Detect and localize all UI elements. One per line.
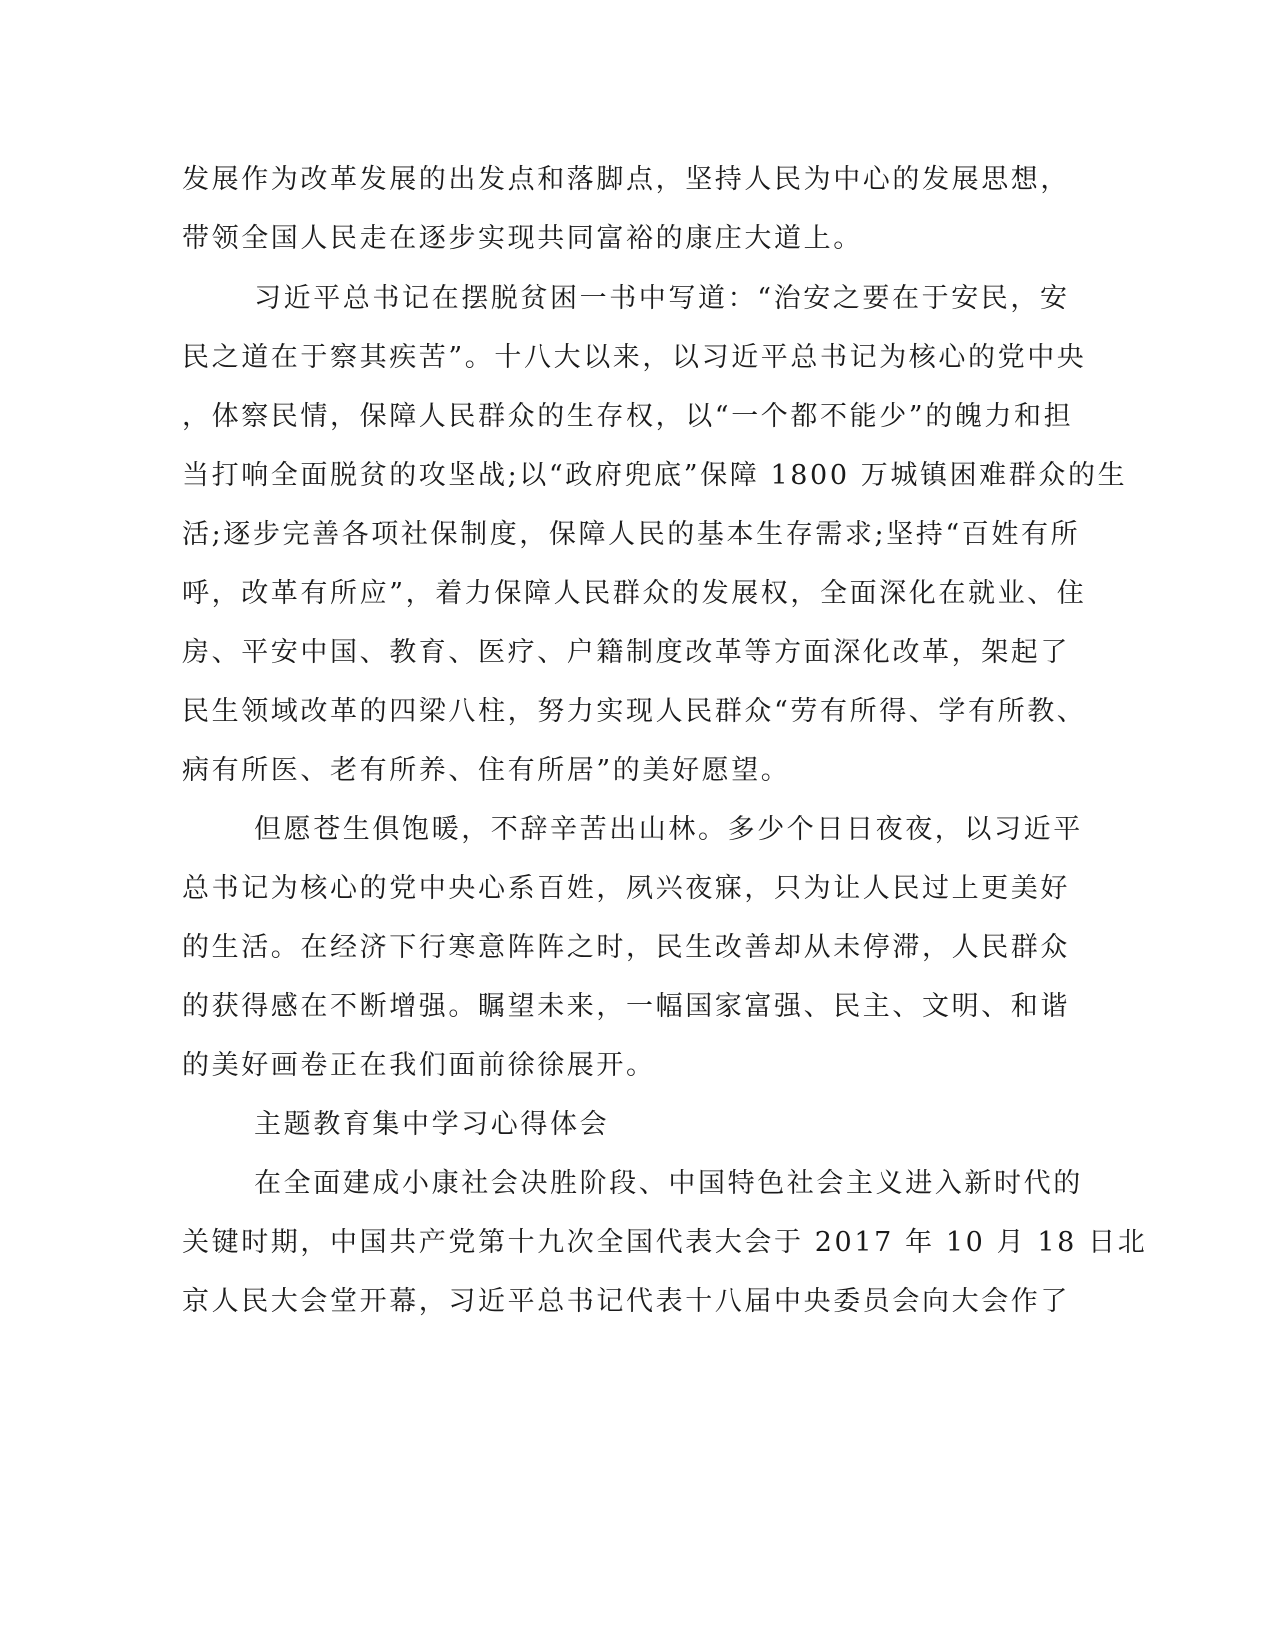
- text-line: 当打响全面脱贫的攻坚战;以“政府兜底”保障 1800 万城镇困难群众的生: [182, 460, 1128, 491]
- text-line: 病有所医、老有所养、住有所居”的美好愿望。: [182, 755, 791, 786]
- text-line: 民之道在于察其疾苦”。十八大以来，以习近平总书记为核心的党中央: [182, 342, 1087, 373]
- text-line: 的生活。在经济下行寒意阵阵之时，民生改善却从未停滞，人民群众: [182, 932, 1070, 963]
- text-line: 的美好画卷正在我们面前徐徐展开。: [182, 1050, 656, 1081]
- text-line: 房、平安中国、教育、医疗、户籍制度改革等方面深化改革，架起了: [182, 637, 1070, 668]
- text-line: 总书记为核心的党中央心系百姓，夙兴夜寐，只为让人民过上更美好: [182, 873, 1070, 904]
- text-line: 民生领域改革的四梁八柱，努力实现人民群众“劳有所得、学有所教、: [182, 696, 1087, 727]
- text-line: 带领全国人民走在逐步实现共同富裕的康庄大道上。: [182, 223, 863, 254]
- text-line: 发展作为改革发展的出发点和落脚点，坚持人民为中心的发展思想，: [182, 164, 1070, 195]
- text-line: 关键时期，中国共产党第十九次全国代表大会于 2017 年 10 月 18 日北: [182, 1227, 1148, 1258]
- text-line: 京人民大会堂开幕，习近平总书记代表十八届中央委员会向大会作了: [182, 1286, 1070, 1317]
- paragraph-start-line: 习近平总书记在摆脱贫困一书中写道：“治安之要在于安民，安: [254, 283, 1070, 314]
- text-line: 呼，改革有所应”，着力保障人民群众的发展权，全面深化在就业、住: [182, 578, 1087, 609]
- section-title: 主题教育集中学习心得体会: [254, 1109, 610, 1140]
- text-line: ，体察民情，保障人民群众的生存权，以“一个都不能少”的魄力和担: [182, 401, 1074, 432]
- text-line: 活;逐步完善各项社保制度，保障人民的基本生存需求;坚持“百姓有所: [182, 519, 1081, 550]
- paragraph-start-line: 但愿苍生俱饱暖，不辞辛苦出山林。多少个日日夜夜，以习近平: [254, 814, 1083, 845]
- text-line: 的获得感在不断增强。瞩望未来，一幅国家富强、民主、文明、和谐: [182, 991, 1070, 1022]
- paragraph-start-line: 在全面建成小康社会决胜阶段、中国特色社会主义进入新时代的: [254, 1168, 1083, 1199]
